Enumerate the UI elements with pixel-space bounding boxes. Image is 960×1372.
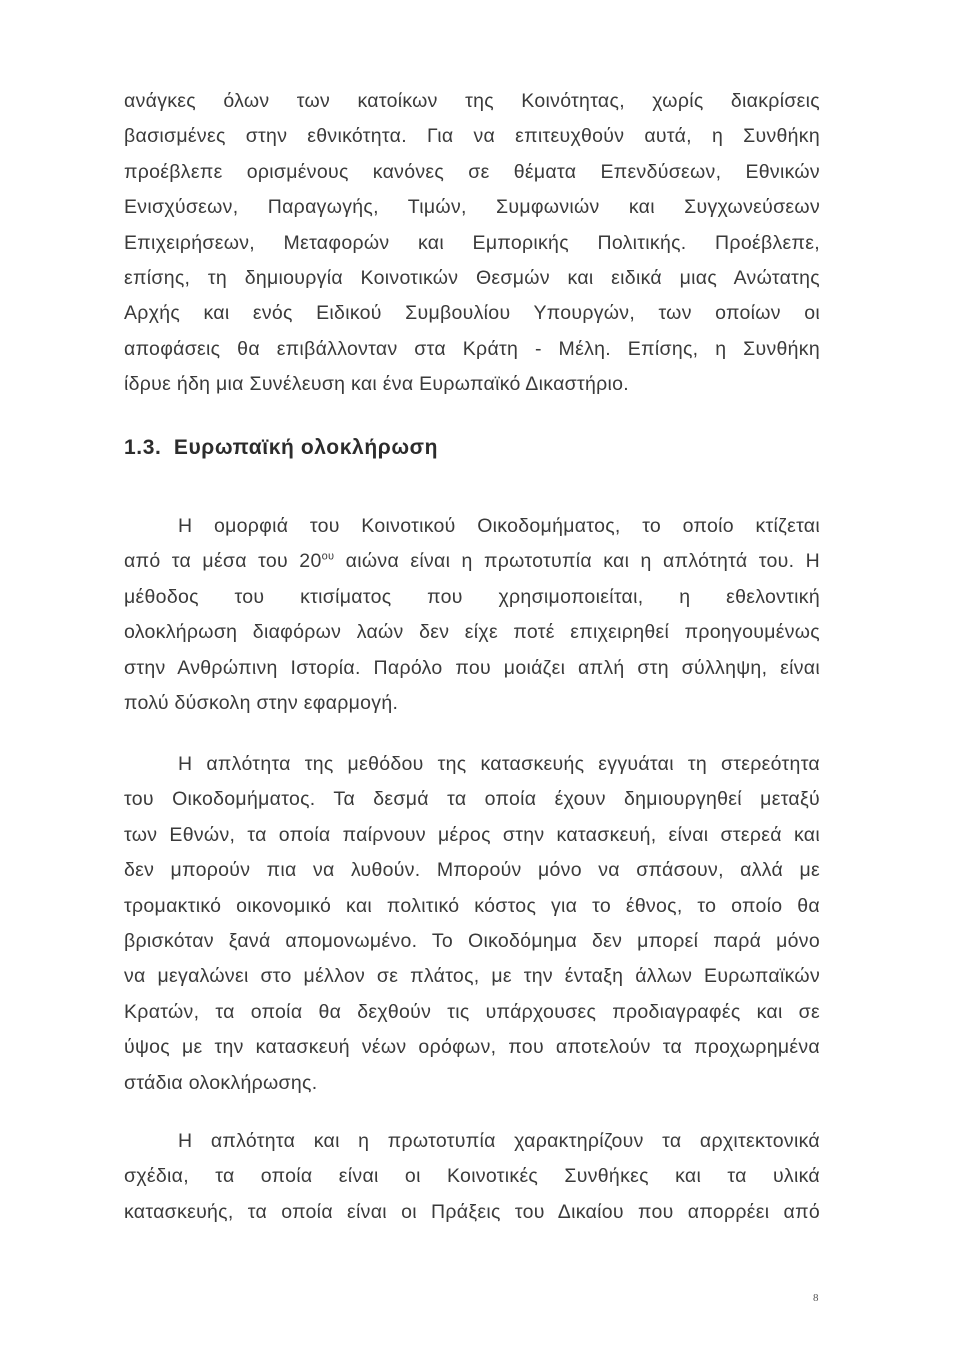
paragraph-line: αποφάσεις θα επιβάλλονταν στα Κράτη - Μέλη. Επίσης, η Συνθήκη [124, 337, 820, 360]
paragraph-line: του Οικοδομήματος. Τα δεσμά τα οποία έχουν δημιουργηθεί μεταξύ [124, 788, 820, 811]
paragraph-3 [124, 747, 820, 1101]
paragraph-line: να μεγαλώνει στο μέλλον σε πλάτος, με την ένταξη άλλων Ευρωπαϊκών [124, 965, 820, 988]
paragraph-line: επίσης, τη δημιουργία Κοινοτικών Θεσμών και ειδικά μιας Ανώτατης [124, 267, 820, 290]
paragraph-line: βρισκόταν ξανά απομονωμένο. Το Οικοδόμημα δεν μπορεί παρά μόνο [124, 930, 820, 953]
paragraph-line: προέβλεπε ορισμένους κανόνες σε θέματα Επενδύσεων, Εθνικών [124, 160, 820, 183]
paragraph-line: ύψος με την κατασκευή νέων ορόφων, που αποτελούν τα προχωρημένα [124, 1036, 820, 1059]
page-number: 8 [813, 1292, 819, 1304]
paragraph-line: Η απλότητα της μεθόδου της κατασκευής εγγυάται τη στερεότητα [178, 753, 820, 775]
paragraph-line: μέθοδος του κτισίματος που χρησιμοποιείται, η εθελοντική [124, 585, 820, 608]
paragraph-line: Κρατών, τα οποία θα δεχθούν τις υπάρχουσες προδιαγραφές και σε [124, 1000, 820, 1023]
paragraph-4 [124, 1124, 820, 1230]
paragraph-line: τρομακτικό οικονομικό και πολιτικό κόστος για το έθνος, το οποίο θα [124, 894, 820, 917]
section-number: 1.3. [124, 436, 162, 459]
section-heading [124, 436, 438, 460]
section-title: Ευρωπαϊκή ολοκλήρωση [173, 436, 439, 459]
paragraph-line: των Εθνών, τα οποία παίρνουν μέρος στην κατασκευή, είναι στερεά και [124, 823, 820, 846]
line-text: από τα μέσα του 20 [124, 550, 322, 573]
paragraph-line: στην Ανθρώπινη Ιστορία. Παρόλο που μοιάζει απλή στη σύλληψη, είναι [124, 656, 820, 679]
paragraph-line: πολύ δύσκολη στην εφαρμογή. [124, 692, 399, 715]
paragraph-line: Επιχειρήσεων, Μεταφορών και Εμπορικής Πολιτικής. Προέβλεπε, [124, 231, 820, 254]
paragraph-line: Ενισχύσεων, Παραγωγής, Τιμών, Συμφωνιών και Συγχωνεύσεων [124, 196, 820, 219]
paragraph-line: ανάγκες όλων των κατοίκων της Κοινότητας, χωρίς διακρίσεις [124, 90, 820, 112]
paragraph-line: σχέδια, τα οποία είναι οι Κοινοτικές Συνθήκες και τα υλικά [124, 1165, 820, 1188]
paragraph-line: ίδρυε ήδη μια Συνέλευση και ένα Ευρωπαϊκό Δικαστήριο. [124, 373, 630, 396]
paragraph-line: κατασκευής, τα οποία είναι οι Πράξεις του Δικαίου που απορρέει από [124, 1200, 820, 1223]
ordinal-superscript: ου [321, 550, 335, 563]
paragraph-line: Αρχής και ενός Ειδικού Συμβουλίου Υπουργών, των οποίων οι [124, 302, 820, 325]
paragraph-line: Η ομορφιά του Κοινοτικού Οικοδομήματος, το οποίο κτίζεται [178, 515, 820, 537]
paragraph-line: ολοκλήρωση διαφόρων λαών δεν είχε ποτέ επιχειρηθεί προηγουμένως [124, 621, 820, 644]
paragraph-line: βασισμένες στην εθνικότητα. Για να επιτευχθούν αυτά, η Συνθήκη [124, 125, 820, 148]
paragraph-line [124, 544, 820, 579]
paragraph-line: στάδια ολοκλήρωσης. [124, 1071, 318, 1094]
paragraph-1 [124, 84, 820, 403]
paragraph-line: δεν μπορούν πια να λυθούν. Μπορούν μόνο να σπάσουν, αλλά με [124, 859, 820, 882]
paragraph-line: Η απλότητα και η πρωτοτυπία χαρακτηρίζουν τα αρχιτεκτονικά [178, 1130, 820, 1152]
line-text: αιώνα είναι η πρωτοτυπία και η απλότητά του. Η [334, 550, 820, 573]
paragraph-2 [124, 509, 820, 721]
